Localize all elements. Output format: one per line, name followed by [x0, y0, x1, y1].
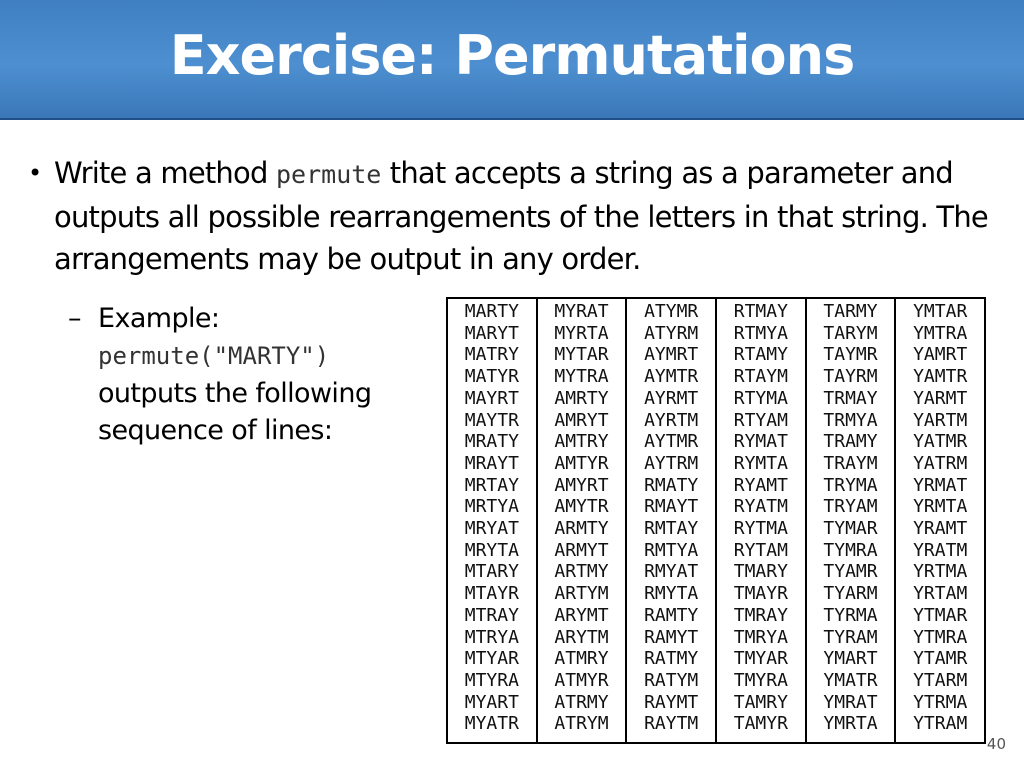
permutation-cell: MARTY	[464, 301, 519, 322]
permutation-cell: ATMRY	[554, 648, 609, 670]
permutation-cell: YRAMT	[913, 518, 968, 540]
permutation-cell: ATYMR	[644, 301, 699, 322]
permutation-cell: AYMRT	[644, 344, 699, 366]
permutation-cell: TYAMR	[823, 561, 878, 583]
permutation-cell: ARMYT	[554, 539, 609, 561]
permutation-cell: RTMAY	[733, 301, 788, 322]
permutation-cell: ATRMY	[554, 691, 609, 713]
slide-title: Exercise: Permutations	[169, 24, 855, 87]
permutation-column	[538, 299, 628, 742]
permutation-cell: RMYAT	[644, 561, 699, 583]
permutation-cell: TAMRY	[733, 691, 788, 713]
permutation-cell: AYRTM	[644, 409, 699, 431]
permutation-cell: MTRYA	[464, 626, 519, 648]
permutation-cell: RATMY	[644, 648, 699, 670]
permutation-cell: TYRAM	[823, 626, 878, 648]
permutation-cell: MARYT	[464, 322, 519, 344]
permutation-cell: YRTAM	[913, 583, 968, 605]
permutation-cell: AMTYR	[554, 452, 609, 474]
permutation-cell: TYMRA	[823, 539, 878, 561]
method-name-code: permute	[275, 160, 382, 189]
permutation-cell: RAMYT	[644, 626, 699, 648]
main-bullet	[28, 152, 1008, 280]
permutation-cell: YTRAM	[913, 713, 968, 735]
permutation-cell: AMRYT	[554, 409, 609, 431]
permutation-cell: RYTAM	[733, 539, 788, 561]
permutation-cell: TRMYA	[823, 409, 878, 431]
permutation-cell: YTMRA	[913, 626, 968, 648]
permutation-cell: ARTYM	[554, 583, 609, 605]
example-call-code: permute("MARTY")	[98, 342, 330, 370]
permutation-cell: TMARY	[733, 561, 788, 583]
permutation-cell: YARTM	[913, 409, 968, 431]
permutations-table	[446, 297, 986, 744]
sub-bullet-text	[98, 300, 428, 449]
permutation-cell: RATYM	[644, 669, 699, 691]
permutation-cell: YTRMA	[913, 691, 968, 713]
permutation-cell: RYMTA	[733, 452, 788, 474]
permutation-cell: AYTMR	[644, 431, 699, 453]
permutation-cell: RTMYA	[733, 322, 788, 344]
permutation-cell: ATYRM	[644, 322, 699, 344]
permutation-cell: RMTAY	[644, 518, 699, 540]
permutation-cell: MYATR	[464, 713, 519, 735]
permutation-cell: MRATY	[464, 431, 519, 453]
permutation-cell: MRTYA	[464, 496, 519, 518]
permutation-cell: TYMAR	[823, 518, 878, 540]
permutation-column	[627, 299, 717, 742]
permutation-cell: YTMAR	[913, 604, 968, 626]
permutation-cell: TMAYR	[733, 583, 788, 605]
permutation-cell: RMATY	[644, 474, 699, 496]
permutation-cell: RMAYT	[644, 496, 699, 518]
permutation-cell: YATMR	[913, 431, 968, 453]
permutation-cell: RYATM	[733, 496, 788, 518]
permutation-cell: YRMAT	[913, 474, 968, 496]
permutation-cell: YRATM	[913, 539, 968, 561]
permutation-cell: YARMT	[913, 387, 968, 409]
permutation-cell: YMATR	[823, 669, 878, 691]
permutation-cell: YMTAR	[913, 301, 968, 322]
permutation-cell: TRYMA	[823, 474, 878, 496]
permutation-cell: RAYTM	[644, 713, 699, 735]
permutation-cell: ARYMT	[554, 604, 609, 626]
permutation-cell: RYMAT	[733, 431, 788, 453]
permutation-cell: MRAYT	[464, 452, 519, 474]
permutation-column	[807, 299, 897, 742]
permutation-cell: AMTRY	[554, 431, 609, 453]
permutation-cell: TAYRM	[823, 366, 878, 388]
permutation-column	[448, 299, 538, 742]
permutation-cell: RAMTY	[644, 604, 699, 626]
permutation-cell: TYARM	[823, 583, 878, 605]
permutation-cell: TMYRA	[733, 669, 788, 691]
permutation-cell: RTYAM	[733, 409, 788, 431]
permutation-cell: AMYTR	[554, 496, 609, 518]
permutation-cell: TRAMY	[823, 431, 878, 453]
permutation-cell: YMRAT	[823, 691, 878, 713]
permutation-cell: YATRM	[913, 452, 968, 474]
permutation-cell: RTAYM	[733, 366, 788, 388]
permutation-cell: MYTRA	[554, 366, 609, 388]
permutation-cell: RTYMA	[733, 387, 788, 409]
bullet-text-end: that accepts a string as a parameter and outputs all possible rearrangements of the letters in that string. The arrangements may be output in any order.	[54, 156, 988, 276]
permutation-cell: RMYTA	[644, 583, 699, 605]
permutation-cell: AYMTR	[644, 366, 699, 388]
permutation-cell: MAYTR	[464, 409, 519, 431]
permutation-cell: TMRAY	[733, 604, 788, 626]
permutation-column	[896, 299, 984, 742]
permutation-cell: YMTRA	[913, 322, 968, 344]
permutation-cell: YMRTA	[823, 713, 878, 735]
permutation-cell: YTAMR	[913, 648, 968, 670]
permutation-cell: ARTMY	[554, 561, 609, 583]
permutation-cell: MYTAR	[554, 344, 609, 366]
permutation-cell: MYRTA	[554, 322, 609, 344]
permutation-cell: AMRTY	[554, 387, 609, 409]
permutation-cell: ATRYM	[554, 713, 609, 735]
example-label: Example:	[98, 303, 220, 334]
title-bar	[0, 0, 1024, 120]
example-description: outputs the following sequence of lines:	[98, 378, 372, 446]
permutation-cell: TMRYA	[733, 626, 788, 648]
permutation-cell: YAMRT	[913, 344, 968, 366]
permutation-cell: AYRMT	[644, 387, 699, 409]
permutation-cell: AMYRT	[554, 474, 609, 496]
permutation-cell: MTYAR	[464, 648, 519, 670]
permutation-cell: YMART	[823, 648, 878, 670]
permutation-cell: YTARM	[913, 669, 968, 691]
permutation-cell: MATYR	[464, 366, 519, 388]
sub-bullet-dash: –	[68, 303, 81, 334]
permutation-column	[717, 299, 807, 742]
permutation-cell: MRYAT	[464, 518, 519, 540]
permutation-cell: ARYTM	[554, 626, 609, 648]
permutation-cell: MATRY	[464, 344, 519, 366]
permutation-cell: TMYAR	[733, 648, 788, 670]
permutation-cell: MTYRA	[464, 669, 519, 691]
permutation-cell: MTRAY	[464, 604, 519, 626]
permutation-cell: TRYAM	[823, 496, 878, 518]
bullet-text-start: Write a method	[54, 156, 276, 190]
permutation-cell: YRTMA	[913, 561, 968, 583]
permutation-cell: MAYRT	[464, 387, 519, 409]
example-sub-bullet	[68, 300, 428, 449]
permutation-cell: MTAYR	[464, 583, 519, 605]
permutation-cell: MRTAY	[464, 474, 519, 496]
permutation-cell: MYART	[464, 691, 519, 713]
permutation-cell: MRYTA	[464, 539, 519, 561]
permutation-cell: YAMTR	[913, 366, 968, 388]
page-number: 40	[986, 735, 1006, 753]
permutation-cell: TYRMA	[823, 604, 878, 626]
permutation-cell: AYTRM	[644, 452, 699, 474]
permutation-cell: MYRAT	[554, 301, 609, 322]
permutation-cell: RAYMT	[644, 691, 699, 713]
permutation-cell: ARMTY	[554, 518, 609, 540]
permutation-cell: RYAMT	[733, 474, 788, 496]
permutation-cell: TAMYR	[733, 713, 788, 735]
permutation-cell: MTARY	[464, 561, 519, 583]
permutation-cell: TARMY	[823, 301, 878, 322]
bullet-text	[54, 152, 1008, 280]
permutation-cell: RTAMY	[733, 344, 788, 366]
permutation-cell: TAYMR	[823, 344, 878, 366]
permutation-cell: RYTMA	[733, 518, 788, 540]
permutation-cell: RMTYA	[644, 539, 699, 561]
permutation-cell: YRMTA	[913, 496, 968, 518]
permutation-cell: TARYM	[823, 322, 878, 344]
permutation-cell: TRAYM	[823, 452, 878, 474]
permutation-cell: ATMYR	[554, 669, 609, 691]
permutation-cell: TRMAY	[823, 387, 878, 409]
bullet-dot: •	[28, 159, 42, 187]
